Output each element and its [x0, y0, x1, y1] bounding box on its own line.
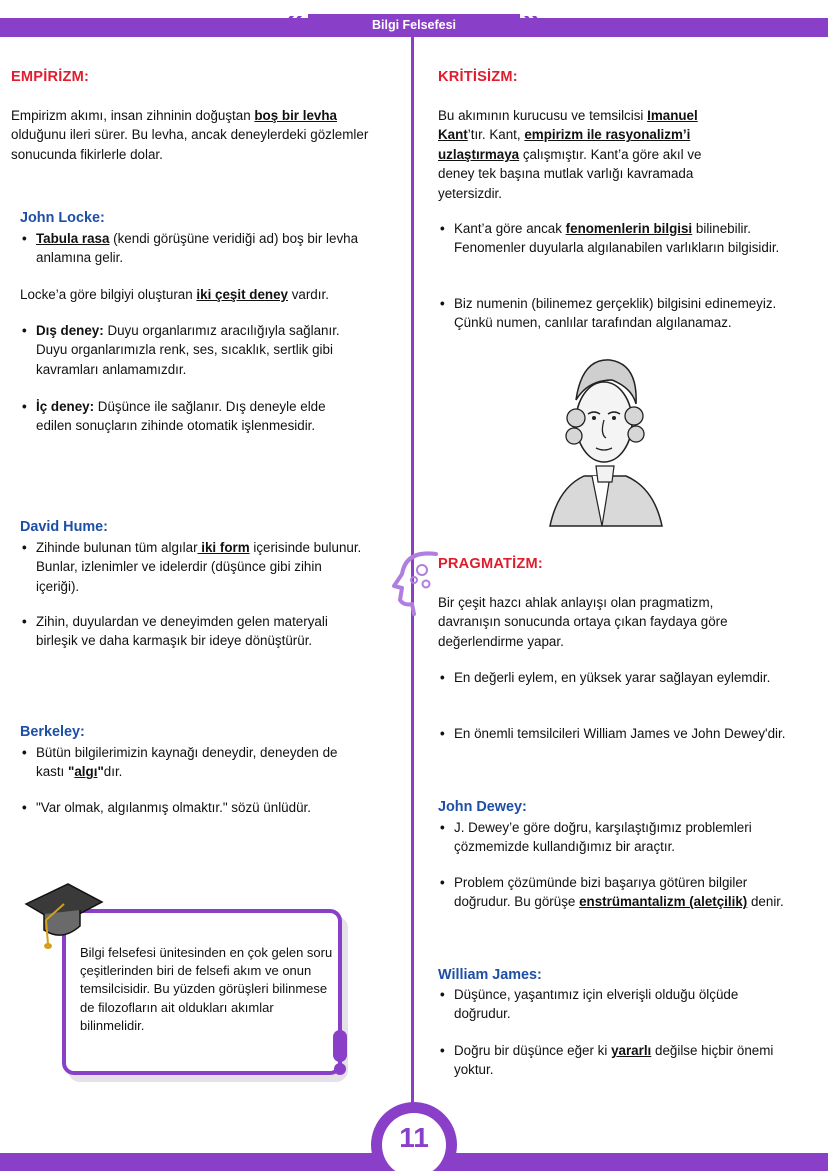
page-number: 11 [399, 1122, 429, 1153]
kant-portrait-illustration [540, 348, 670, 530]
berkeley-bullet-2: • "Var olmak, algılanmış olmaktır." sözü ünlüdür. [20, 798, 365, 817]
head-profile-icon [392, 548, 440, 618]
locke-para: Locke’a göre bilgiyi oluşturan iki çeşit deney vardır. [20, 287, 329, 302]
dewey-title: John Dewey: [438, 799, 527, 815]
locke-title: John Locke: [20, 210, 105, 226]
james-title: William James: [438, 967, 542, 983]
pragmatizm-title: PRAGMATİZM: [438, 556, 543, 572]
hume-bullet-2: • Zihin, duyulardan ve deneyimden gelen materyali birleşik ve daha karmaşık bir ideye dönüştürür. [20, 612, 365, 651]
empirizm-intro: Empirizm akımı, insan zihninin doğuştan boş bir levha olduğunu ileri sürer. Bu levha, ancak deneylerdeki gözlemler sonucunda fikirlerle dolar. [11, 108, 369, 162]
exclamation-icon [330, 1030, 350, 1076]
berkeley-bullet-1: • Bütün bilgilerimizin kaynağı deneydir, deneyden de kastı "algı"dır. [20, 743, 365, 782]
chevron-left-icon [276, 13, 302, 39]
pragmatizm-bullet-1: • En değerli eylem, en yüksek yarar sağlayan eylemdir. [438, 668, 788, 687]
chevron-right-icon [524, 13, 550, 39]
hume-bullet-1: • Zihinde bulunan tüm algılar iki form içerisinde bulunur. Bunlar, izlenimler ve idelerdir (düşünce gibi zihin içeriği). [20, 538, 365, 596]
header-title: Bilgi Felsefesi [371, 18, 457, 32]
dewey-bullet-2: • Problem çözümünde bizi başarıya götüren bilgiler doğrudur. Bu görüşe enstrümantalizm (aletçilik) denir. [438, 873, 788, 912]
note-text: Bilgi felsefesi ünitesinden en çok gelen soru çeşitlerinden biri de felsefi akım ve onun temsilcisidir. Bu yüzden görüşleri bilinmese de filozofların ait oldukları akımlar bilinmelidir. [80, 945, 333, 1033]
kritisizm-bullet-1: • Kant’a göre ancak fenomenlerin bilgisi bilinebilir. Fenomenler duyularla algılanabilen varlıkların bilgisidir. [438, 219, 788, 258]
james-bullet-1: • Düşünce, yaşantımız için elverişli olduğu ölçüde doğrudur. [438, 985, 788, 1024]
berkeley-title: Berkeley: [20, 724, 85, 740]
kritisizm-intro: Bu akımının kurucusu ve temsilcisi Imanuel Kant’tır. Kant, empirizm ile rasyonalizm’i uzlaştırmaya çalışmıştır. Kant’a göre akıl ve deney tek başına mutlak varlığı kavramada yetersizdir. [438, 108, 702, 201]
kritisizm-title: KRİTİSİZM: [438, 69, 518, 85]
dewey-bullet-1: • J. Dewey’e göre doğru, karşılaştığımız problemleri çözmemizde kullandığımız bir araçtır. [438, 818, 788, 857]
empirizm-title: EMPİRİZM: [11, 69, 90, 85]
pragmatizm-intro: Bir çeşit hazcı ahlak anlayışı olan pragmatizm, davranışın sonucunda ortaya çıkan faydaya göre değerlendirme yapar. [438, 595, 728, 649]
james-bullet-2: • Doğru bir düşünce eğer ki yararlı değilse hiçbir önemi yoktur. [438, 1041, 788, 1080]
hume-title: David Hume: [20, 519, 108, 535]
graduation-cap-icon [22, 880, 104, 950]
kritisizm-bullet-2: • Biz numenin (bilinemez gerçeklik) bilgisini edinemeyiz. Çünkü numen, canlılar tarafından algılanamaz. [438, 294, 788, 333]
locke-bullet-3: • İç deney: Düşünce ile sağlanır. Dış deneyle elde edilen sonuçların zihinde otomatik işlenmesidir. [20, 397, 365, 436]
locke-bullet-2: • Dış deney: Duyu organlarımız aracılığıyla sağlanır. Duyu organlarımızla renk, ses, sıcaklık, sertlik gibi kavramları anlamamızdır. [20, 321, 365, 379]
pragmatizm-bullet-2: • En önemli temsilcileri William James ve John Dewey'dir. [438, 724, 788, 743]
locke-bullet-1: • Tabula rasa (kendi görüşüne veridiği ad) boş bir levha anlamına gelir. [20, 229, 365, 268]
